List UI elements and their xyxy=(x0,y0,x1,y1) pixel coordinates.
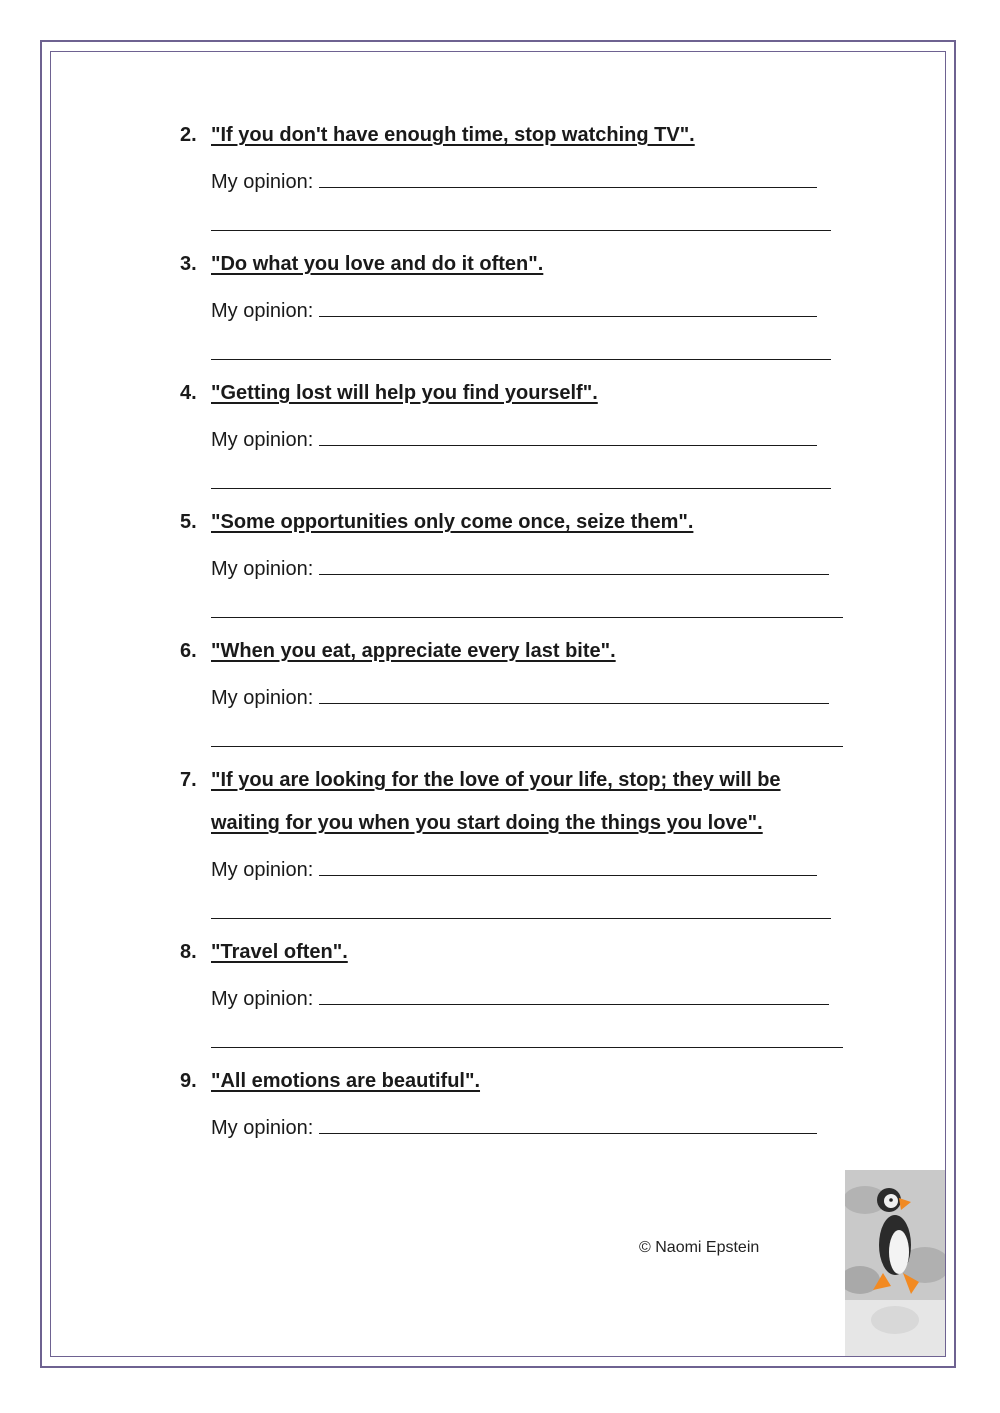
answer-blank[interactable] xyxy=(319,554,829,575)
opinion-label: My opinion: xyxy=(211,300,314,322)
question-number: 7. xyxy=(180,769,197,791)
opinion-label: My opinion: xyxy=(211,1117,314,1139)
question-text: "Getting lost will help you find yourself". xyxy=(211,382,598,404)
opinion-field-4[interactable] xyxy=(211,425,817,452)
question-number: 4. xyxy=(180,382,197,404)
opinion-field-2[interactable] xyxy=(211,167,817,194)
question-text: "When you eat, appreciate every last bite". xyxy=(211,640,616,662)
answer-line[interactable] xyxy=(211,488,831,489)
answer-line[interactable] xyxy=(211,359,831,360)
question-8 xyxy=(180,931,860,974)
question-7 xyxy=(180,759,860,845)
puffin-photo-icon xyxy=(845,1170,945,1356)
question-text: "Travel often". xyxy=(211,941,348,963)
question-number: 8. xyxy=(180,941,197,963)
answer-blank[interactable] xyxy=(319,1113,817,1134)
opinion-field-3[interactable] xyxy=(211,296,817,323)
question-text: "If you don't have enough time, stop watching TV". xyxy=(211,124,695,146)
question-text-continued: waiting for you when you start doing the things you love". xyxy=(211,812,763,834)
opinion-field-9[interactable] xyxy=(211,1113,817,1140)
answer-line[interactable] xyxy=(211,617,843,618)
opinion-field-8[interactable] xyxy=(211,984,829,1011)
answer-blank[interactable] xyxy=(319,984,829,1005)
answer-blank[interactable] xyxy=(319,683,829,704)
question-text: "Do what you love and do it often". xyxy=(211,253,544,275)
question-4 xyxy=(180,372,860,415)
opinion-label: My opinion: xyxy=(211,687,314,709)
question-2 xyxy=(180,114,860,157)
opinion-field-5[interactable] xyxy=(211,554,829,581)
question-number: 6. xyxy=(180,640,197,662)
opinion-label: My opinion: xyxy=(211,429,314,451)
question-text: "Some opportunities only come once, seize them". xyxy=(211,511,694,533)
answer-line[interactable] xyxy=(211,918,831,919)
answer-blank[interactable] xyxy=(319,296,817,317)
copyright-notice: © Naomi Epstein xyxy=(639,1239,760,1256)
answer-blank[interactable] xyxy=(319,855,817,876)
question-number: 5. xyxy=(180,511,197,533)
opinion-label: My opinion: xyxy=(211,171,314,193)
question-number: 2. xyxy=(180,124,197,146)
opinion-label: My opinion: xyxy=(211,988,314,1010)
question-5 xyxy=(180,501,860,544)
opinion-label: My opinion: xyxy=(211,859,314,881)
opinion-field-7[interactable] xyxy=(211,855,817,882)
answer-line[interactable] xyxy=(211,230,831,231)
answer-blank[interactable] xyxy=(319,425,817,446)
question-3 xyxy=(180,243,860,286)
question-6 xyxy=(180,630,860,673)
opinion-field-6[interactable] xyxy=(211,683,829,710)
opinion-label: My opinion: xyxy=(211,558,314,580)
question-number: 3. xyxy=(180,253,197,275)
question-text: "All emotions are beautiful". xyxy=(211,1070,481,1092)
question-number: 9. xyxy=(180,1070,197,1092)
answer-line[interactable] xyxy=(211,746,843,747)
question-text: "If you are looking for the love of your life, stop; they will be xyxy=(211,769,781,791)
question-9 xyxy=(180,1060,860,1103)
answer-blank[interactable] xyxy=(319,167,817,188)
answer-line[interactable] xyxy=(211,1047,843,1048)
